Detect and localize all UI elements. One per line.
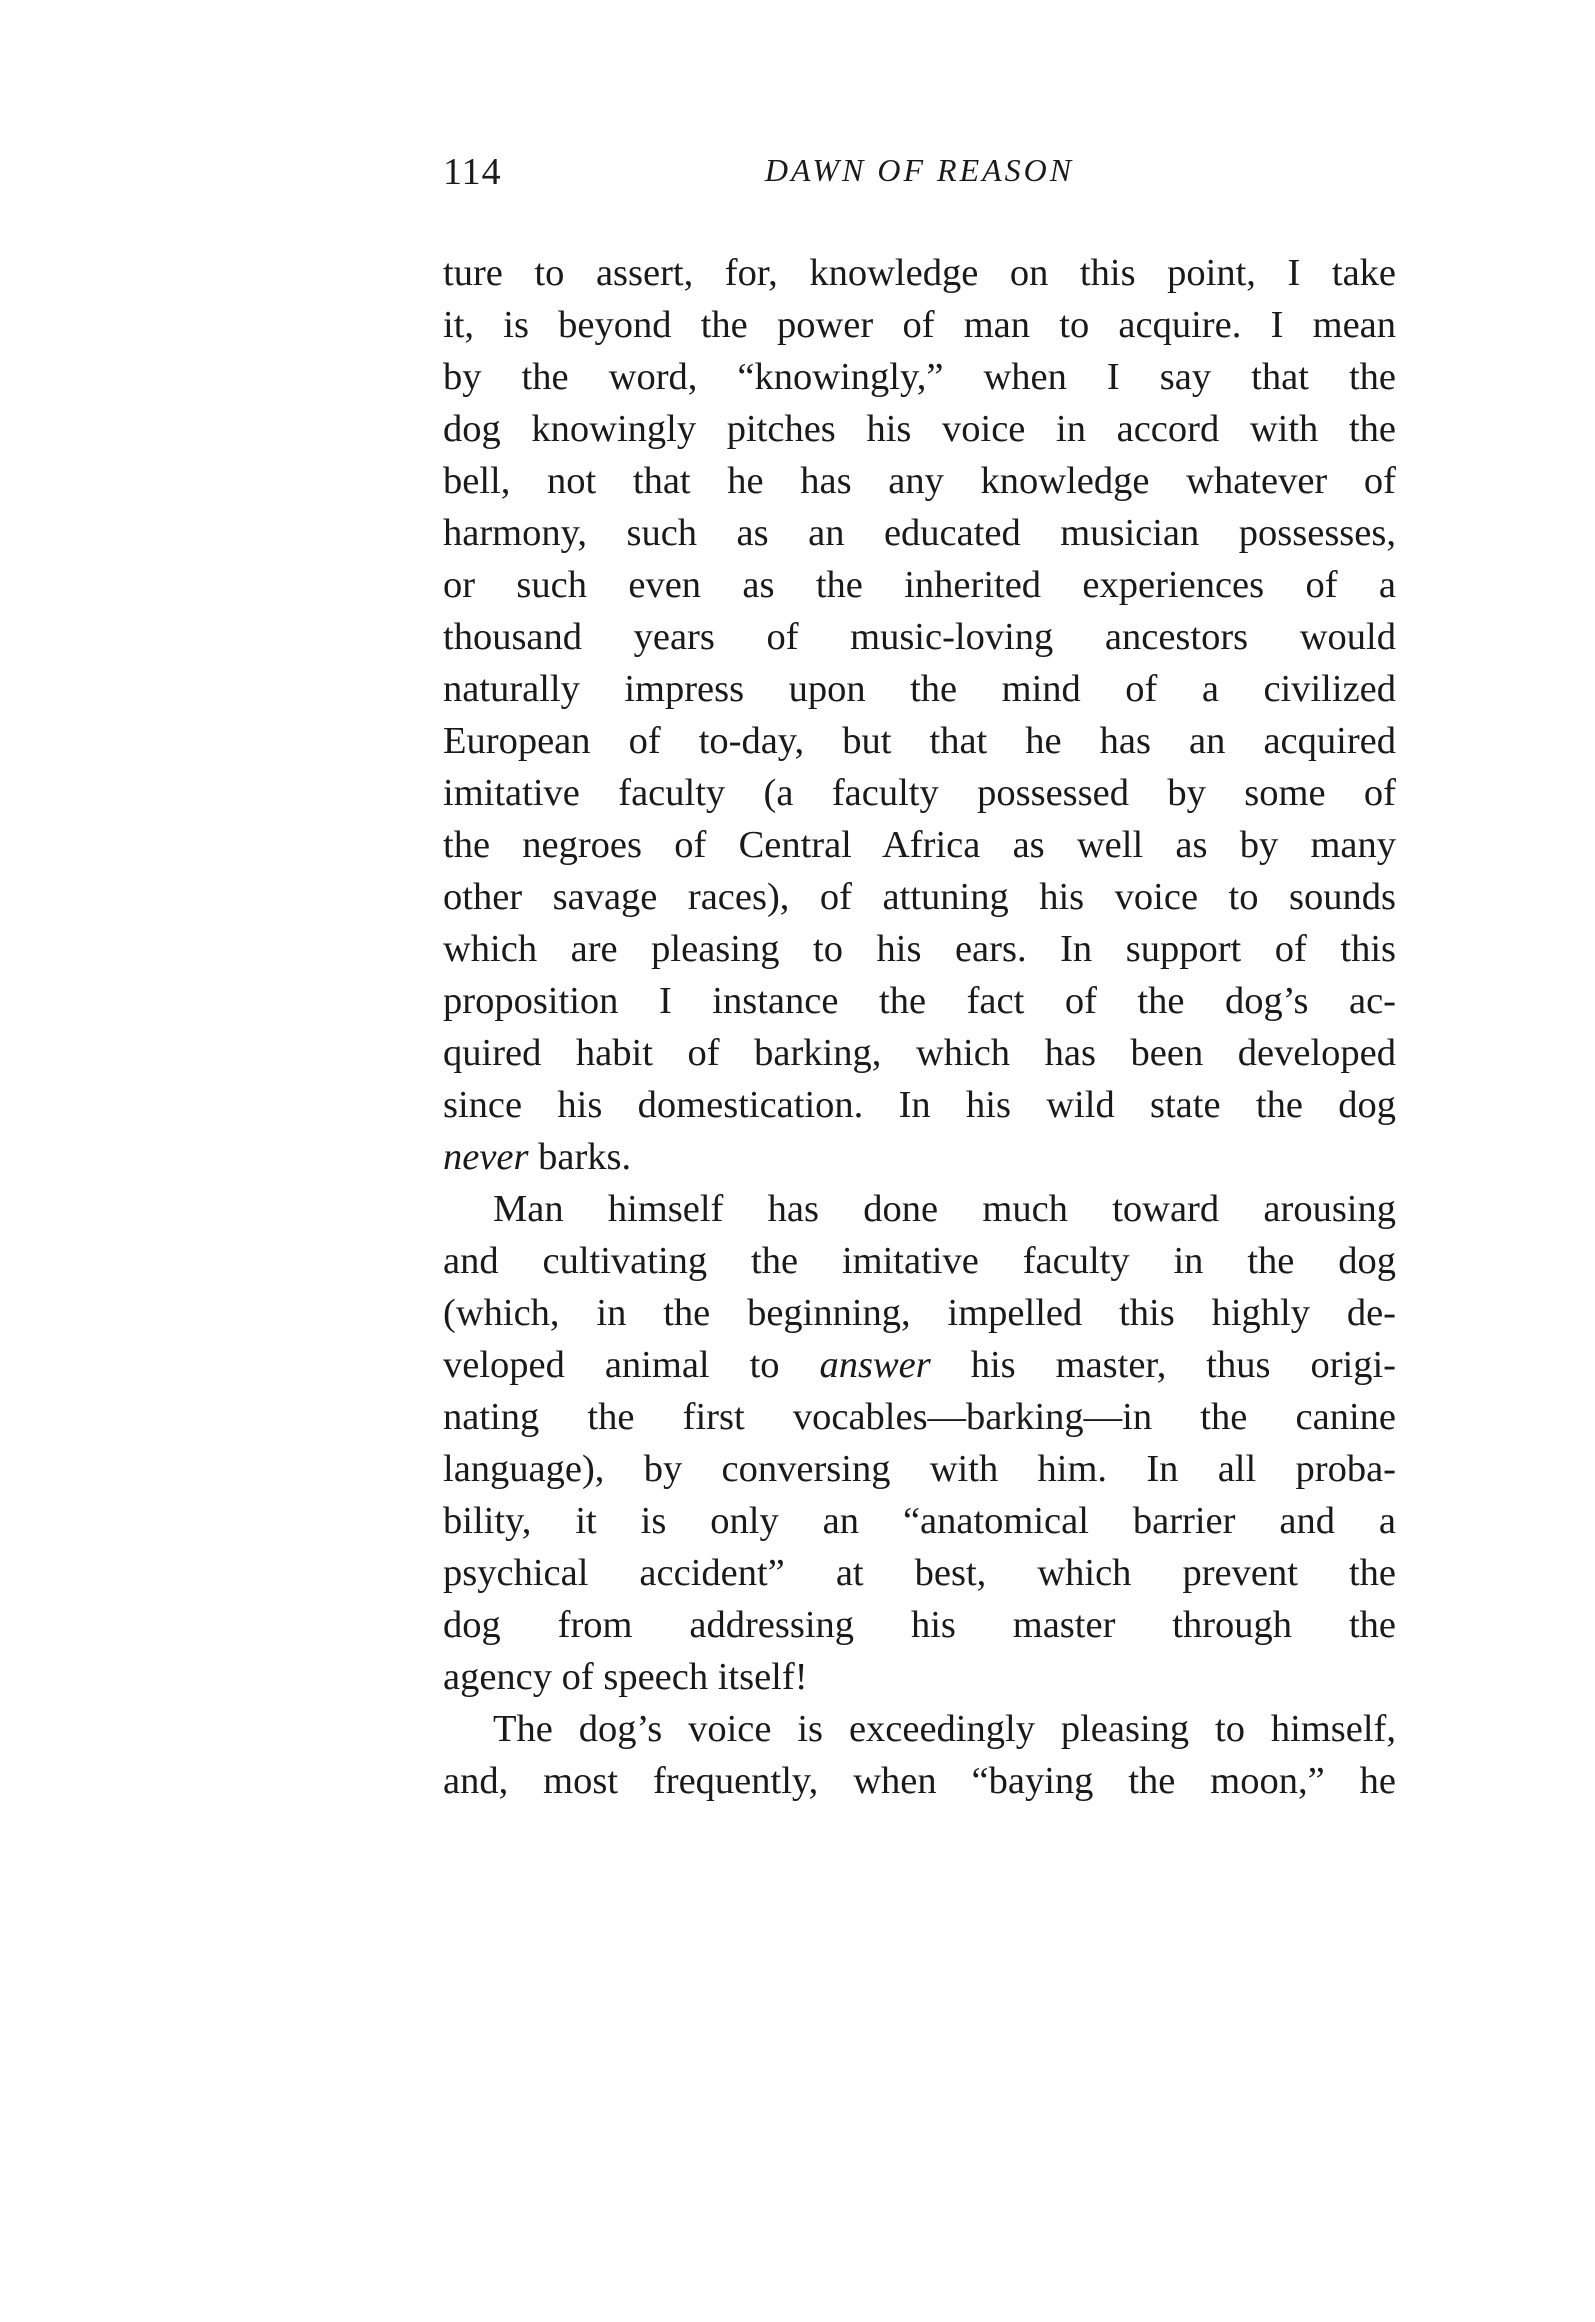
text-line	[443, 559, 1396, 611]
text-segment: other savage races), of attuning his voice to sounds	[443, 876, 1396, 918]
text-line	[443, 1703, 1396, 1755]
text-line	[443, 1443, 1396, 1495]
text-line	[443, 611, 1396, 663]
text-segment: bility, it is only an “anatomical barrier and a	[443, 1500, 1396, 1542]
text-line	[443, 923, 1396, 975]
text-line	[443, 1027, 1396, 1079]
text-segment: Man himself has done much toward arousing	[493, 1188, 1396, 1230]
text-line	[443, 975, 1396, 1027]
text-segment: The dog’s voice is exceedingly pleasing to himself,	[493, 1708, 1396, 1750]
text-segment: psychical accident” at best, which prevent the	[443, 1552, 1396, 1594]
body-text	[443, 247, 1396, 1807]
italic-emphasis: never	[443, 1136, 529, 1178]
text-segment: dog knowingly pitches his voice in accord with the	[443, 408, 1396, 450]
text-line	[443, 1547, 1396, 1599]
text-segment: language), by conversing with him. In all proba-	[443, 1448, 1396, 1490]
text-segment: proposition I instance the fact of the dog’s ac-	[443, 980, 1396, 1022]
text-line	[443, 455, 1396, 507]
text-segment: by the word, “knowingly,” when I say that the	[443, 356, 1396, 398]
text-line	[443, 1131, 1396, 1183]
text-segment: (which, in the beginning, impelled this highly de-	[443, 1292, 1396, 1334]
text-line	[443, 351, 1396, 403]
page-number: 114	[443, 151, 502, 193]
text-line	[443, 871, 1396, 923]
text-segment: thousand years of music-loving ancestors would	[443, 616, 1396, 658]
text-line	[443, 1339, 1396, 1391]
text-line	[443, 299, 1396, 351]
text-segment: the negroes of Central Africa as well as by many	[443, 824, 1396, 866]
text-segment: naturally impress upon the mind of a civilized	[443, 668, 1396, 710]
text-line	[443, 663, 1396, 715]
text-line	[443, 1183, 1396, 1235]
text-segment: since his domestication. In his wild state the dog	[443, 1084, 1396, 1126]
text-line	[443, 715, 1396, 767]
text-line	[443, 403, 1396, 455]
text-segment: harmony, such as an educated musician possesses,	[443, 512, 1396, 554]
text-segment: which are pleasing to his ears. In support of this	[443, 928, 1396, 970]
text-line	[443, 1495, 1396, 1547]
text-segment: it, is beyond the power of man to acquire. I mean	[443, 304, 1396, 346]
text-segment: barks.	[528, 1136, 632, 1178]
text-line	[443, 1235, 1396, 1287]
text-segment: veloped animal to	[443, 1344, 820, 1386]
text-segment: his master, thus origi-	[930, 1344, 1396, 1386]
text-line	[443, 1391, 1396, 1443]
text-segment: or such even as the inherited experiences of a	[443, 564, 1396, 606]
text-line	[443, 819, 1396, 871]
text-segment: European of to-day, but that he has an acquired	[443, 720, 1396, 762]
text-line	[443, 1755, 1396, 1807]
text-segment: nating the first vocables—barking—in the canine	[443, 1396, 1396, 1438]
text-segment: and cultivating the imitative faculty in the dog	[443, 1240, 1396, 1282]
text-segment: and, most frequently, when “baying the moon,” he	[443, 1760, 1396, 1802]
running-title: DAWN OF REASON	[764, 152, 1075, 188]
text-line	[443, 1651, 1396, 1703]
text-line	[443, 1599, 1396, 1651]
text-line	[443, 767, 1396, 819]
text-segment: agency of speech itself!	[443, 1656, 808, 1698]
text-line	[443, 507, 1396, 559]
text-line	[443, 1287, 1396, 1339]
italic-emphasis: answer	[819, 1344, 931, 1386]
running-header	[443, 150, 1396, 200]
text-segment: bell, not that he has any knowledge whatever of	[443, 460, 1396, 502]
text-line	[443, 1079, 1396, 1131]
text-segment: imitative faculty (a faculty possessed by some of	[443, 772, 1396, 814]
text-segment: ture to assert, for, knowledge on this point, I take	[443, 252, 1396, 294]
text-segment: dog from addressing his master through the	[443, 1604, 1396, 1646]
text-segment: quired habit of barking, which has been developed	[443, 1032, 1396, 1074]
text-line	[443, 247, 1396, 299]
